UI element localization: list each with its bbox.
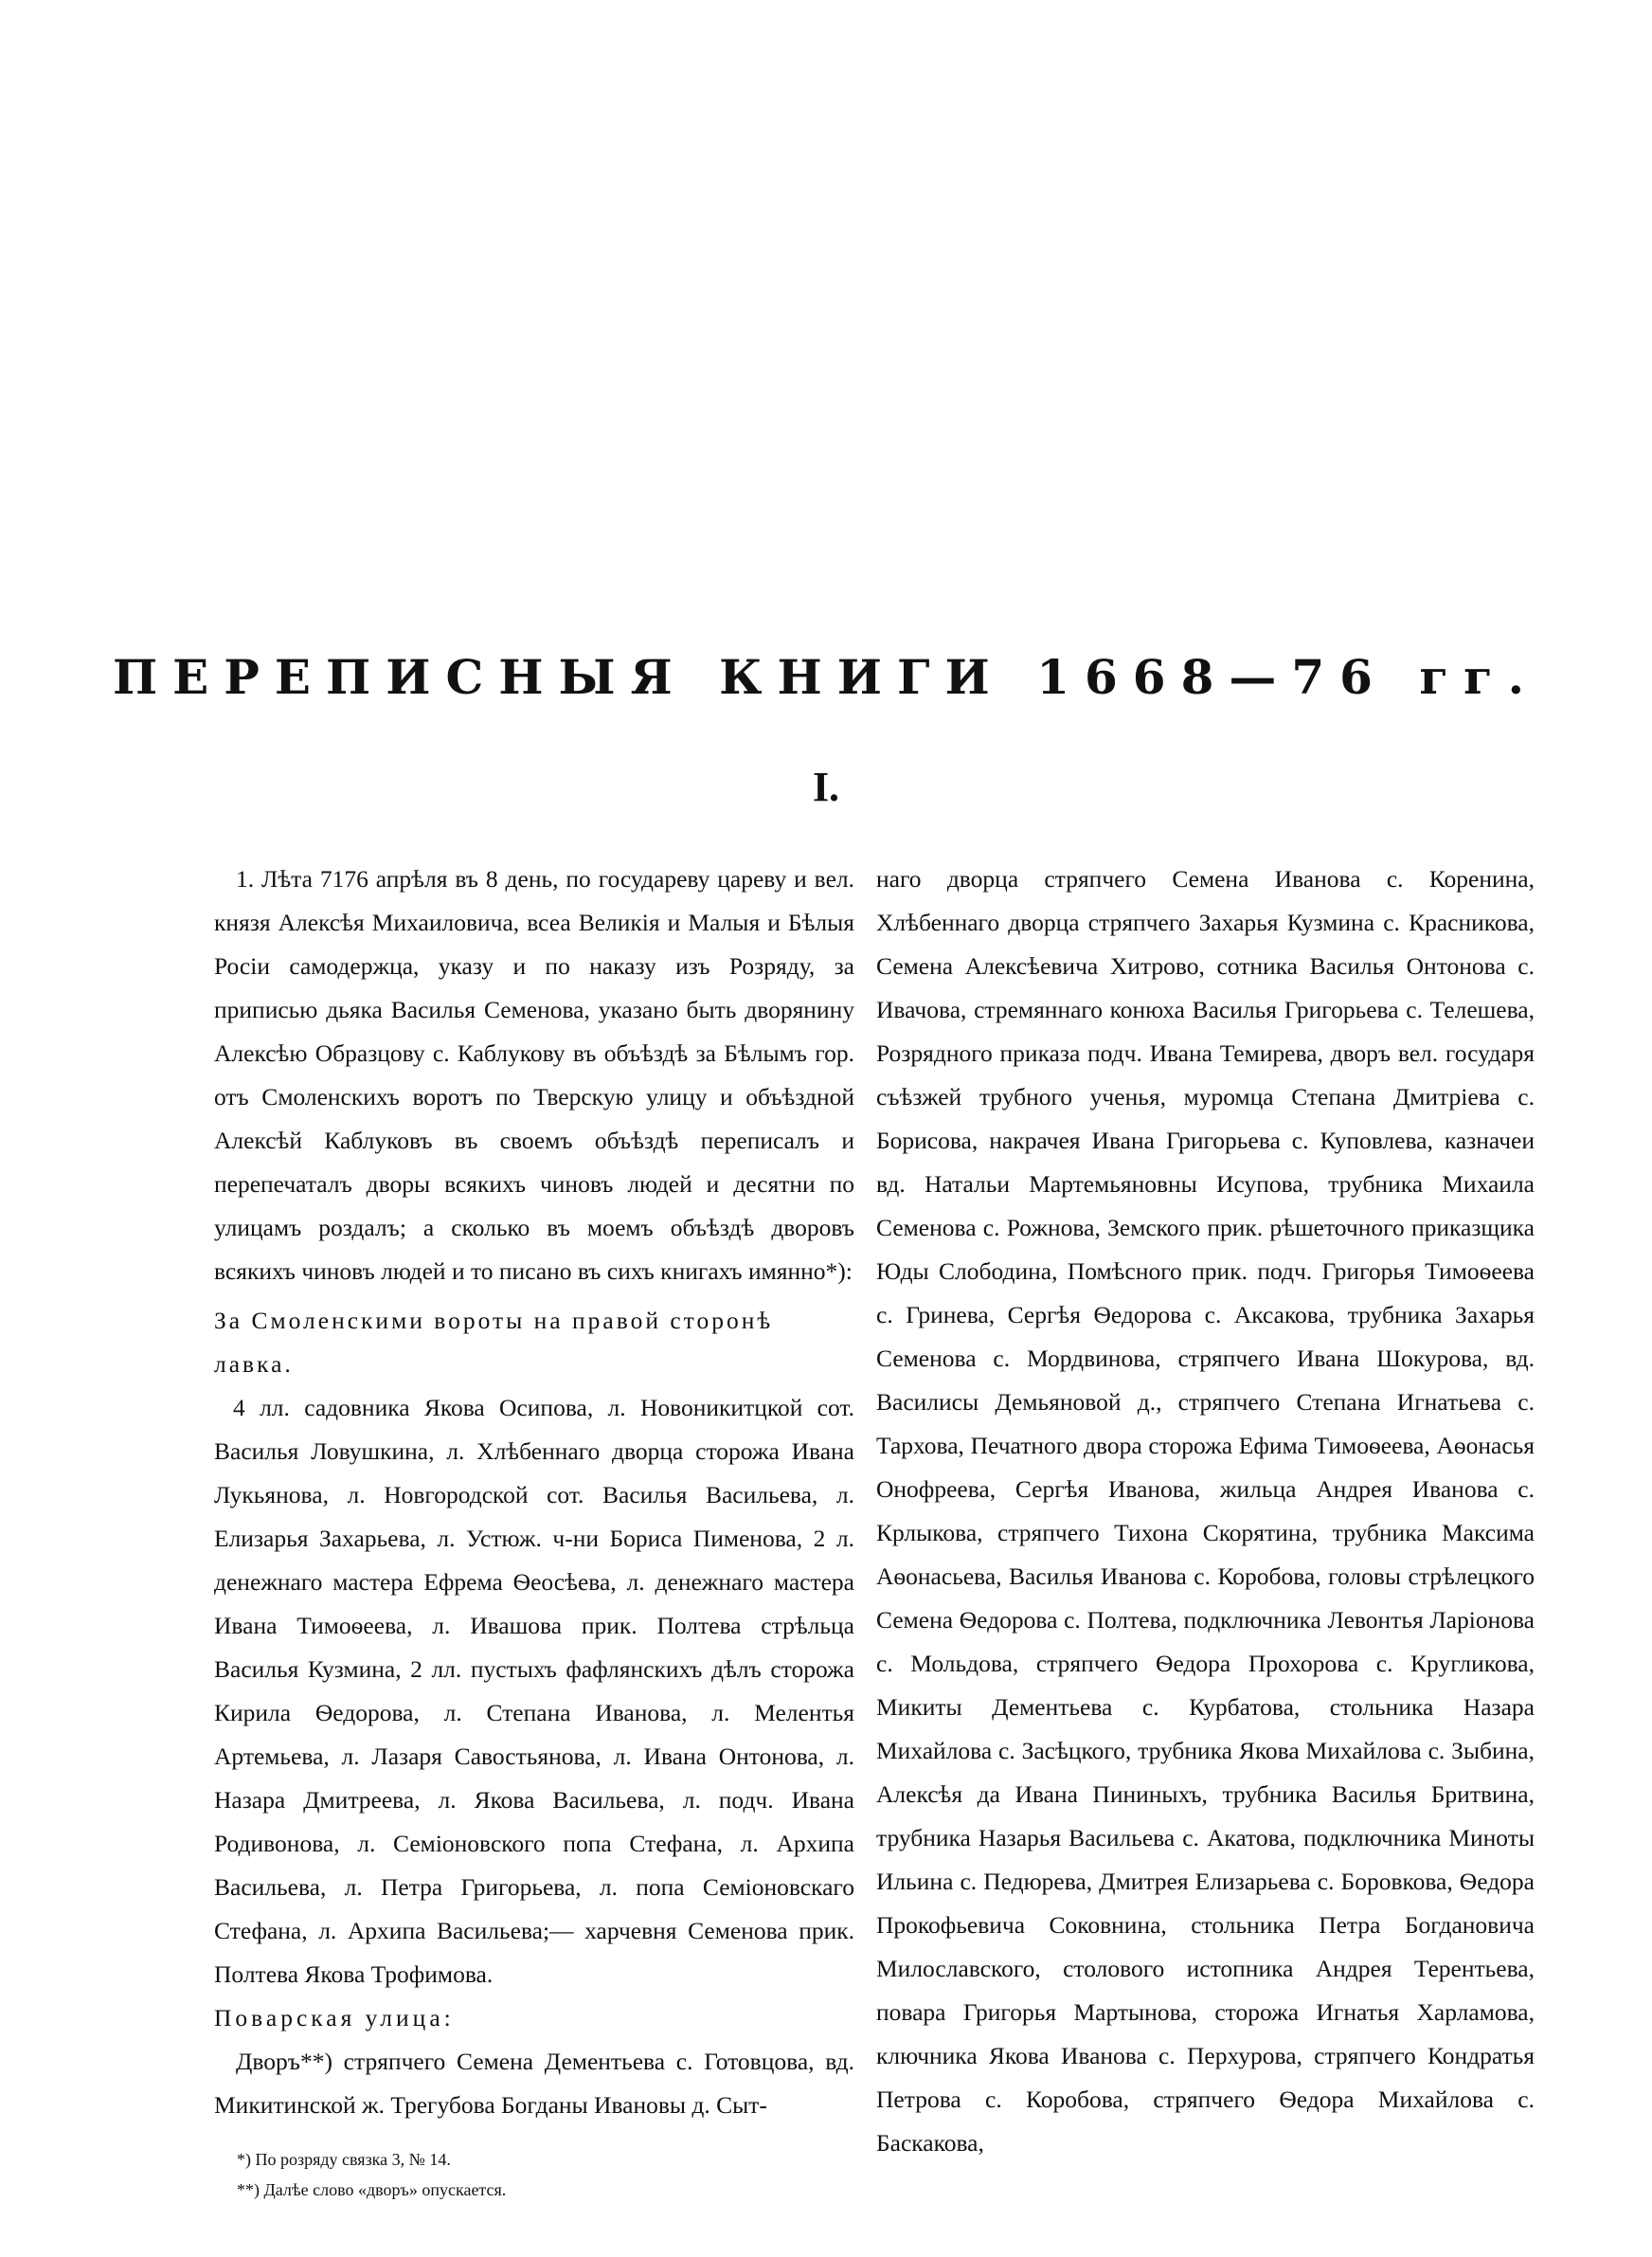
shops-paragraph: 4 лл. садовника Якова Осипова, л. Новоникитцкой сот. Василья Ловушкина, л. Хлѣбеннаго дворца сторожа Ивана Лукьянова, л. Новгородской сот. Василья Васильева, л. Елизарья Захарьева, л. Устюж. ч-ни Бориса Пименова, 2 л. денежнаго мастера Ефрема Ѳеосѣева, л. денежнаго мастера Ивана Тимоѳеева, л. Ивашова прик. Полтева стрѣльца Василья Кузмина, 2 лл. пустыхъ фафлянскихъ дѣлъ сторожа Кирила Ѳедорова, л. Степана Иванова, л. Мелентья Артемьева, л. Лазаря Савостьянова, л. Ивана Онтонова, л. Назара Дмитреева, л. Якова Васильева, л. подч. Ивана Родивонова, л. Семіоновского попа Стефана, л. Архипа Васильева, л. Петра Григорьева, л. попа Семіоновскаго Стефана, л. Архипа Васильева;— харчевня Семенова прик. Полтева Якова Трофимова. <box>214 1394 854 1988</box>
section-subheading: лавка. <box>214 1350 294 1378</box>
page-title: ПЕРЕПИСНЫЯ КНИГИ 1668—76 гг. <box>112 649 1540 705</box>
section-heading: За Смоленскими вороты на правой сторонѣ <box>214 1307 774 1334</box>
left-column <box>214 858 854 2205</box>
courtyards-paragraph: Дворъ**) стряпчего Семена Дементьева с. Готовцова, вд. Микитинской ж. Трегубова Богданы Ивановы д. Сыт- <box>214 2048 854 2119</box>
footnote-2: **) Далѣе слово «дворъ» опускается. <box>237 2180 507 2199</box>
footnotes <box>214 2144 854 2205</box>
right-column-text: наго дворца стряпчего Семена Иванова с. Коренина, Хлѣбеннаго дворца стряпчего Захарья Кузмина с. Красникова, Семена Алексѣевича Хитрово, сотника Василья Онтонова с. Ивачова, стремяннаго конюха Василья Григорьева с. Телешева, Розрядного приказа подч. Ивана Темирева, дворъ вел. государя съѣзжей трубного ученья, муромца Степана Дмитріева с. Борисова, накрачея Ивана Григорьева с. Куповлева, казначеи вд. Натальи Мартемьяновны Исупова, трубника Михаила Семенова с. Рожнова, Земского прик. рѣшеточного приказщика Юды Слободина, Помѣсного прик. подч. Григорья Тимоѳеева с. Гринева, Сергѣя Ѳедорова с. Аксакова, трубника Захарья Семенова с. Мордвинова, стряпчего Ивана Шокурова, вд. Василисы Демьяновой д., стряпчего Степана Игнатьева с. Тархова, Печатного двора сторожа Ефима Тимоѳеева, Аѳонасья Онофреева, Сергѣя Иванова, жильца Андрея Иванова с. Крлыкова, стряпчего Тихона Скорятина, трубника Максима Аѳонасьева, Василья Иванова с. Коробова, головы стрѣлецкого Семена Ѳедорова с. Полтева, подключника Левонтья Ларіонова с. Мольдова, стряпчего Ѳедора Прохорова с. Кругликова, Микиты Дементьева с. Курбатова, стольника Назара Михайлова с. Засѣцкого, трубника Якова Михайлова с. Зыбина, Алексѣя да Ивана Пининыхъ, трубника Василья Бритвина, трубника Назарья Васильева с. Акатова, подключника Миноты Ильина с. Педюрева, Дмитрея Елизарьева с. Боровкова, Ѳедора Прокофьевича Соковнина, стольника Петра Богдановича Милославского, столового истопника Андрея Терентьева, повара Григорья Мартынова, сторожа Игнатья Харламова, ключника Якова Иванова с. Перхурова, стряпчего Кондратья Петрова с. Коробова, стряпчего Ѳедора Михайлова с. Баскакова, <box>876 865 1535 2157</box>
footnote-1: *) По розряду связка 3, № 14. <box>237 2150 451 2169</box>
right-column <box>876 858 1535 2165</box>
intro-paragraph: 1. Лѣта 7176 апрѣля въ 8 день, по государеву цареву и вел. князя Алексѣя Михаиловича, всеа Великія и Малыя и Бѣлыя Росіи самодержца, указу и по наказу изъ Розряду, за приписью дьяка Василья Семенова, указано быть дворянину Алексѣю Образцову с. Каблукову въ объѣздѣ за Бѣлымъ гор. отъ Смоленскихъ воротъ по Тверскую улицу и объѣздной Алексѣй Каблуковъ въ своемъ объѣздѣ переписалъ и перепечаталъ дворы всякихъ чиновъ людей и десятни по улицамъ роздалъ; а сколько въ моемъ объѣздѣ дворовъ всякихъ чиновъ людей и то писано въ сихъ книгахъ имянно*): <box>214 865 854 1285</box>
street-heading: Поварская улица: <box>214 2004 455 2031</box>
part-number: I. <box>812 764 840 810</box>
